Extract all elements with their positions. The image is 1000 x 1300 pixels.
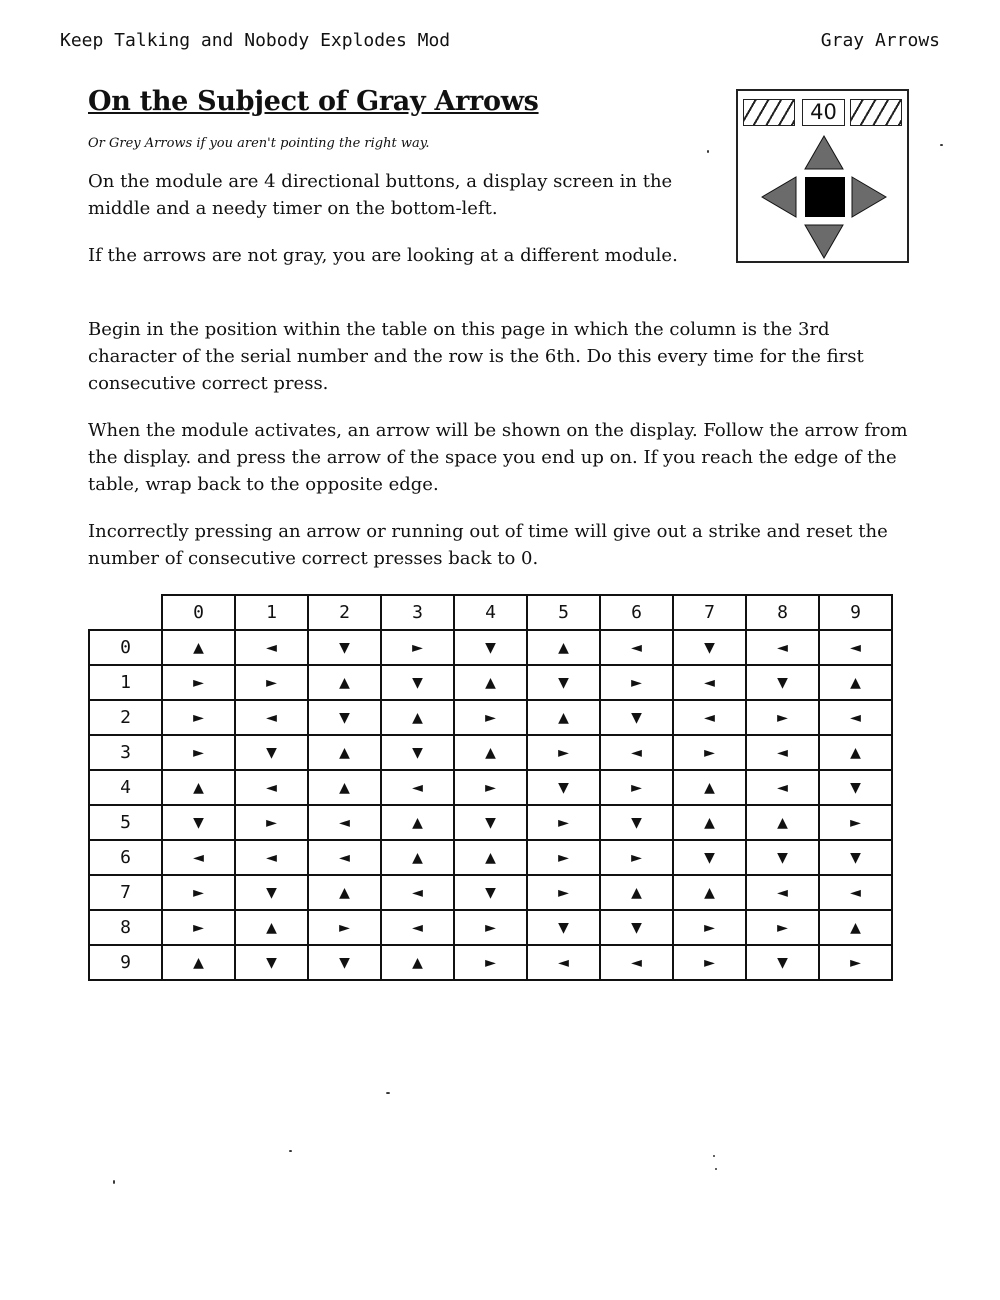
arrow-cell: ▲ (308, 770, 381, 805)
arrow-cell: ▼ (162, 805, 235, 840)
row-header: 4 (89, 770, 162, 805)
arrow-cell: ► (162, 735, 235, 770)
arrow-cell: ▲ (527, 700, 600, 735)
table-row (89, 875, 892, 910)
arrow-cell: ► (162, 875, 235, 910)
row-header: 9 (89, 945, 162, 980)
arrow-cell: ▼ (235, 945, 308, 980)
paragraph-starting-position: Begin in the position within the table on this page in which the column is the 3rd character of the serial number and the row is the 6th. Do this every time for the first consecutive correct press. (88, 319, 864, 394)
page-title: On the Subject of Gray Arrows (88, 86, 539, 117)
paragraph-follow-arrow: When the module activates, an arrow will be shown on the display. Follow the arrow from the display. and press the arrow of the space you end up on. If you reach the edge of the table, wrap back to the opposite edge. (88, 420, 908, 495)
header-module-name: Gray Arrows (820, 30, 940, 51)
arrow-cell: ► (454, 910, 527, 945)
arrow-cell: ► (819, 945, 892, 980)
arrow-cell: ▼ (600, 805, 673, 840)
arrow-cell: ► (673, 910, 746, 945)
row-header: 8 (89, 910, 162, 945)
table-row (89, 945, 892, 980)
arrow-cell: ▼ (746, 945, 819, 980)
arrow-cell: ◄ (162, 840, 235, 875)
arrow-cell: ▲ (454, 840, 527, 875)
arrow-cell: ◄ (819, 630, 892, 665)
speck (386, 1092, 390, 1094)
paragraph-strike-rules: Incorrectly pressing an arrow or running out of time will give out a strike and reset the number of consecutive correct presses back to 0. (88, 521, 888, 569)
speck (713, 1155, 715, 1157)
table-row (89, 665, 892, 700)
arrow-cell: ◄ (819, 700, 892, 735)
column-header: 8 (746, 595, 819, 630)
paragraph-module-description: On the module are 4 directional buttons, a display screen in the middle and a needy timer on the bottom-left. (88, 171, 673, 219)
row-header: 1 (89, 665, 162, 700)
arrow-cell: ▲ (819, 665, 892, 700)
arrow-cell: ► (600, 665, 673, 700)
arrow-cell: ▲ (162, 630, 235, 665)
left-arrow-icon (762, 177, 796, 217)
arrow-cell: ► (527, 875, 600, 910)
arrow-cell: ◄ (381, 770, 454, 805)
arrow-cell: ▲ (381, 700, 454, 735)
arrow-cell: ◄ (673, 700, 746, 735)
row-header: 2 (89, 700, 162, 735)
arrow-cell: ▼ (527, 665, 600, 700)
arrow-cell: ◄ (308, 840, 381, 875)
table-row (89, 840, 892, 875)
arrow-cell: ► (673, 735, 746, 770)
speck (715, 1168, 717, 1170)
column-header: 9 (819, 595, 892, 630)
arrow-cell: ▲ (454, 735, 527, 770)
table-row (89, 630, 892, 665)
arrow-cell: ▲ (673, 805, 746, 840)
table-row (89, 700, 892, 735)
module-display: 40 (802, 99, 845, 126)
arrow-cell: ▲ (308, 665, 381, 700)
arrow-cell: ◄ (746, 735, 819, 770)
arrow-cell: ▲ (746, 805, 819, 840)
row-header: 5 (89, 805, 162, 840)
arrow-cell: ◄ (746, 630, 819, 665)
arrow-cell: ▲ (381, 840, 454, 875)
column-header: 1 (235, 595, 308, 630)
flavor-text: Or Grey Arrows if you aren't pointing the right way. (88, 136, 430, 151)
arrow-cell: ▼ (527, 910, 600, 945)
paragraph-wrong-module: If the arrows are not gray, you are looking at a different module. (88, 245, 678, 266)
arrow-cell: ▼ (454, 805, 527, 840)
arrow-cell: ◄ (235, 770, 308, 805)
arrow-cell: ◄ (381, 875, 454, 910)
table-row (89, 735, 892, 770)
arrow-cell: ▲ (527, 630, 600, 665)
column-header: 0 (162, 595, 235, 630)
arrow-cell: ► (454, 700, 527, 735)
arrow-cell: ► (162, 700, 235, 735)
arrow-cell: ▼ (673, 630, 746, 665)
arrow-cell: ► (235, 665, 308, 700)
arrow-cell: ▲ (235, 910, 308, 945)
table-row (89, 910, 892, 945)
center-square-icon (805, 177, 845, 217)
table-row (89, 770, 892, 805)
row-header: 6 (89, 840, 162, 875)
column-header: 2 (308, 595, 381, 630)
arrow-cell: ► (308, 910, 381, 945)
arrow-cell: ▼ (381, 735, 454, 770)
arrow-cell: ► (746, 910, 819, 945)
arrow-cell: ◄ (673, 665, 746, 700)
arrow-cell: ► (527, 735, 600, 770)
arrow-cell: ► (162, 910, 235, 945)
arrow-cell: ▼ (746, 665, 819, 700)
right-arrow-icon (852, 177, 886, 217)
arrow-cell: ▲ (381, 945, 454, 980)
arrow-cell: ► (819, 805, 892, 840)
arrow-cell: ▼ (381, 665, 454, 700)
arrow-cell: ▼ (527, 770, 600, 805)
speck (707, 150, 709, 153)
arrow-cell: ◄ (235, 630, 308, 665)
arrow-cell: ► (600, 770, 673, 805)
arrow-cell: ▼ (746, 840, 819, 875)
arrow-cell: ► (162, 665, 235, 700)
arrow-cell: ▲ (308, 875, 381, 910)
arrow-cell: ▲ (454, 665, 527, 700)
row-header: 7 (89, 875, 162, 910)
arrow-cell: ▼ (819, 840, 892, 875)
arrow-cell: ▼ (600, 910, 673, 945)
arrow-cell: ▼ (819, 770, 892, 805)
arrow-cell: ► (527, 805, 600, 840)
arrow-cell: ▲ (600, 875, 673, 910)
arrow-cell: ▼ (235, 735, 308, 770)
arrow-cell: ◄ (527, 945, 600, 980)
arrow-cell: ◄ (600, 630, 673, 665)
arrow-cell: ▼ (673, 840, 746, 875)
arrow-cell: ▼ (235, 875, 308, 910)
column-header: 5 (527, 595, 600, 630)
column-header: 4 (454, 595, 527, 630)
arrow-cell: ◄ (308, 805, 381, 840)
arrow-cell: ▲ (162, 770, 235, 805)
up-arrow-icon (805, 136, 843, 169)
table-corner (89, 595, 162, 630)
arrow-cell: ◄ (746, 770, 819, 805)
arrow-cell: ▼ (308, 945, 381, 980)
arrow-cell: ▼ (454, 875, 527, 910)
row-header: 0 (89, 630, 162, 665)
arrow-cell: ▼ (308, 630, 381, 665)
arrow-cell: ► (600, 840, 673, 875)
arrow-cell: ▲ (819, 735, 892, 770)
arrow-cell: ► (235, 805, 308, 840)
arrow-cell: ► (673, 945, 746, 980)
column-header: 6 (600, 595, 673, 630)
arrow-cell: ► (746, 700, 819, 735)
arrow-cell: ▲ (673, 770, 746, 805)
arrow-cell: ► (527, 840, 600, 875)
speck (289, 1150, 292, 1152)
arrow-cell: ► (454, 945, 527, 980)
arrow-cell: ▼ (600, 700, 673, 735)
arrow-cell: ▼ (454, 630, 527, 665)
arrow-cell: ◄ (235, 700, 308, 735)
arrow-cell: ▼ (308, 700, 381, 735)
speck (940, 144, 943, 146)
arrow-cell: ▲ (819, 910, 892, 945)
arrow-lookup-table (88, 594, 893, 981)
down-arrow-icon (805, 225, 843, 258)
arrow-buttons-drawing (738, 91, 911, 265)
column-header: 3 (381, 595, 454, 630)
arrow-cell: ◄ (381, 910, 454, 945)
table-row (89, 805, 892, 840)
arrow-cell: ► (454, 770, 527, 805)
arrow-cell: ▲ (381, 805, 454, 840)
arrow-cell: ◄ (746, 875, 819, 910)
arrow-cell: ◄ (235, 840, 308, 875)
arrow-cell: ◄ (600, 945, 673, 980)
arrow-cell: ◄ (600, 735, 673, 770)
arrow-cell: ▲ (673, 875, 746, 910)
arrow-cell: ◄ (819, 875, 892, 910)
arrow-cell: ► (381, 630, 454, 665)
arrow-cell: ▲ (308, 735, 381, 770)
speck (113, 1180, 115, 1184)
header-mod-title: Keep Talking and Nobody Explodes Mod (60, 30, 451, 51)
column-header: 7 (673, 595, 746, 630)
module-illustration (736, 89, 909, 263)
row-header: 3 (89, 735, 162, 770)
arrow-cell: ▲ (162, 945, 235, 980)
